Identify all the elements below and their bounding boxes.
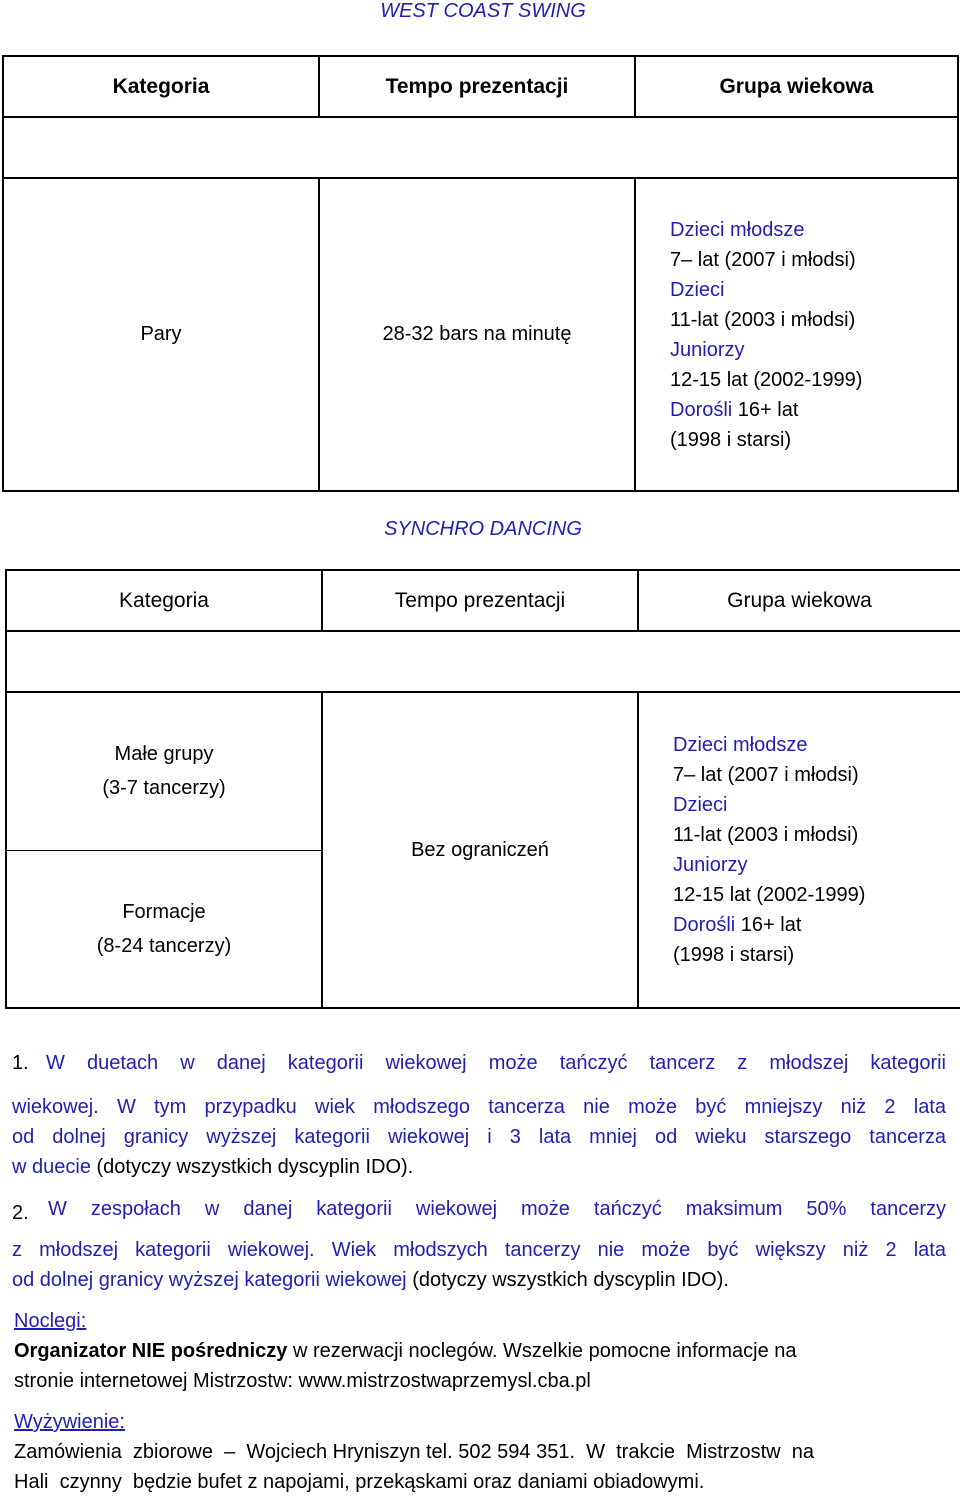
category-name: Formacje	[122, 900, 206, 923]
synchro-tempo: Bez ograniczeń	[322, 692, 638, 1008]
wcs-age-groups	[635, 178, 958, 491]
age-label: Dorośli	[670, 398, 733, 421]
age-label: Dzieci	[673, 794, 728, 816]
category-name: Małe grupy	[114, 743, 214, 766]
wcs-title: WEST COAST SWING	[380, 0, 586, 22]
synchro-category-formations	[7, 851, 321, 1008]
age-detail: 11-lat (2003 i młodsi)	[670, 308, 856, 331]
rule-1-line-3: od dolnej granicy wyższej kategorii wiekowej i 3 lata mniej od wieku starszego tancerza	[12, 1126, 946, 1148]
rule-2-line-2: z młodszej kategorii wiekowej. Wiek młodszych tancerzy nie może być większy niż 2 lata	[12, 1239, 946, 1261]
wyzywienie-heading: Wyżywienie:	[14, 1411, 125, 1433]
noclegi-line-1: Organizator NIE pośredniczy w rezerwacji noclegów. Wszelkie pomocne informacje na	[14, 1340, 797, 1362]
wcs-tempo: 28-32 bars na minutę	[319, 178, 635, 491]
rule-2-line-1: W zespołach w danej kategorii wiekowej może tańczyć maksimum 50% tancerzy	[48, 1198, 946, 1220]
age-label: Juniorzy	[670, 338, 745, 361]
synchro-header-tempo: Tempo prezentacji	[322, 570, 638, 631]
age-label: Dzieci	[670, 278, 725, 301]
wcs-table	[2, 55, 959, 492]
category-count: (3-7 tancerzy)	[102, 777, 226, 800]
synchro-categories	[6, 692, 322, 1008]
rule-1-line-4: w duecie (dotyczy wszystkich dyscyplin IDO).	[12, 1156, 414, 1178]
wyzywienie-line-2: Hali czynny będzie bufet z napojami, przekąskami oraz daniami obiadowymi.	[14, 1471, 705, 1493]
age-detail: 7– lat (2007 i młodsi)	[670, 248, 856, 271]
age-inline: 16+ lat	[732, 398, 799, 421]
rule-2-line-3: od dolnej granicy wyższej kategorii wiekowej (dotyczy wszystkich dyscyplin IDO).	[12, 1269, 729, 1291]
age-label: Juniorzy	[673, 854, 748, 876]
rule-2	[12, 1198, 946, 1224]
rule-1	[12, 1052, 946, 1075]
rule-1-line-1: W duetach w danej kategorii wiekowej może tańczyć tancerz z młodszej kategorii	[46, 1052, 946, 1074]
synchro-header-category: Kategoria	[6, 570, 322, 631]
noclegi-line-2: stronie internetowej Mistrzostw: www.mistrzostwaprzemysl.cba.pl	[14, 1370, 591, 1392]
wcs-header-tempo: Tempo prezentacji	[319, 56, 635, 117]
age-label: Dzieci młodsze	[670, 218, 805, 241]
wcs-category: Pary	[3, 178, 319, 491]
age-inline: 16+ lat	[735, 914, 802, 936]
age-detail: 12-15 lat (2002-1999)	[673, 884, 866, 906]
synchro-title: SYNCHRO DANCING	[384, 518, 582, 540]
category-count: (8-24 tancerzy)	[96, 934, 232, 957]
rule-1-line-2: wiekowej. W tym przypadku wiek młodszego tancerza nie może być mniejszy niż 2 lata	[12, 1096, 946, 1118]
rule-2-number: 2.	[12, 1202, 29, 1224]
age-detail: (1998 i starsi)	[670, 428, 792, 451]
age-detail: 11-lat (2003 i młodsi)	[673, 824, 859, 846]
age-detail: 12-15 lat (2002-1999)	[670, 368, 863, 391]
wcs-empty-row	[3, 117, 958, 178]
age-detail: 7– lat (2007 i młodsi)	[673, 764, 859, 786]
age-detail: (1998 i starsi)	[673, 944, 795, 966]
synchro-age-groups	[638, 692, 960, 1008]
age-label: Dorośli	[673, 914, 736, 936]
synchro-empty-row	[6, 631, 960, 692]
age-label: Dzieci młodsze	[673, 734, 808, 756]
synchro-category-small-groups	[7, 693, 321, 851]
noclegi-heading: Noclegi:	[14, 1310, 87, 1332]
wcs-header-age: Grupa wiekowa	[635, 56, 958, 117]
wyzywienie-line-1: Zamówienia zbiorowe – Wojciech Hryniszyn tel. 502 594 351. W trakcie Mistrzostw na	[14, 1441, 814, 1463]
wcs-header-category: Kategoria	[3, 56, 319, 117]
synchro-header-age: Grupa wiekowa	[638, 570, 960, 631]
synchro-table	[5, 569, 960, 1009]
rule-1-number: 1.	[12, 1052, 29, 1074]
